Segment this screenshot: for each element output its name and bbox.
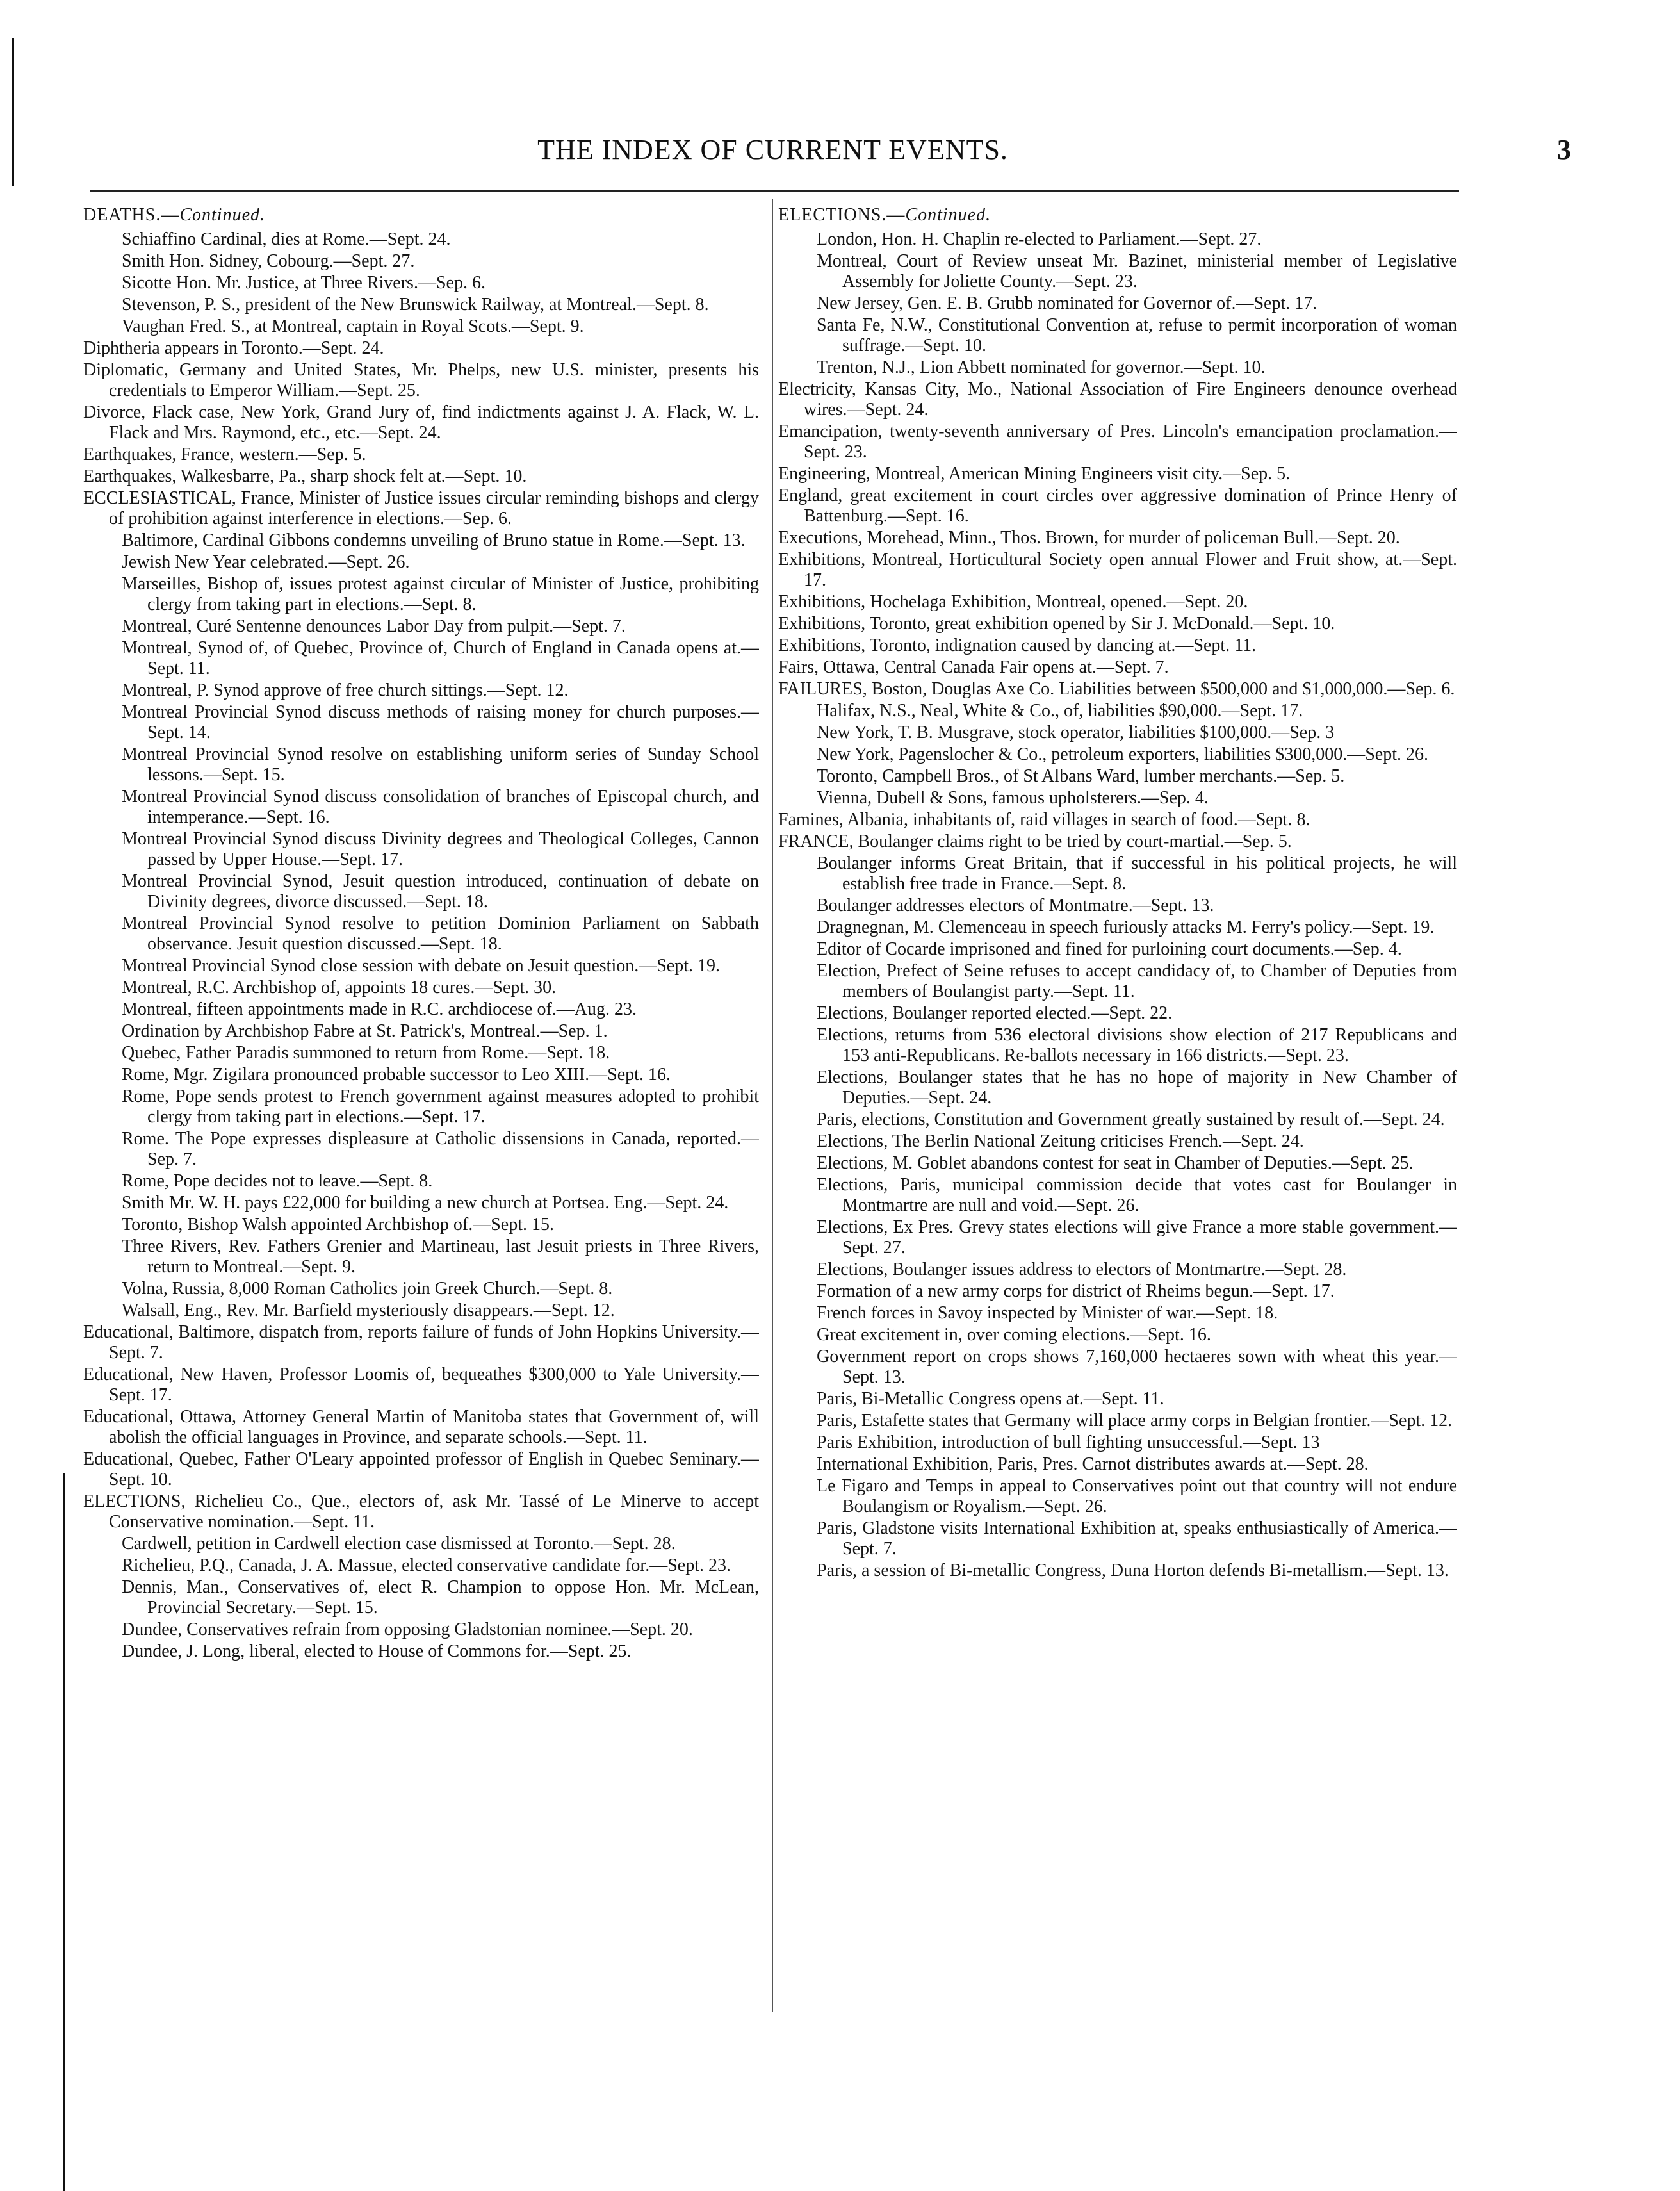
index-entry: Earthquakes, France, western.—Sep. 5. — [83, 445, 366, 464]
index-entry: Elections, Paris, municipal commission decide that votes cast for Boulanger in Montmartre are null and void.—Sept. 26. — [817, 1175, 1457, 1215]
index-entry: French forces in Savoy inspected by Minister of war.—Sept. 18. — [817, 1303, 1278, 1323]
header-rule — [90, 190, 1459, 192]
index-entry: Emancipation, twenty-seventh anniversary of Pres. Lincoln's emancipation proclamation.—Sept. 23. — [778, 422, 1457, 462]
index-entry: Engineering, Montreal, American Mining Engineers visit city.—Sep. 5. — [778, 464, 1291, 484]
index-entry: Three Rivers, Rev. Fathers Grenier and Martineau, last Jesuit priests in Three Rivers, return to Montreal.—Sept. 9. — [122, 1236, 759, 1277]
heading-label: ELECTIONS.— — [778, 205, 906, 225]
index-entry: Vaughan Fred. S., at Montreal, captain in Royal Scots.—Sept. 9. — [122, 316, 584, 336]
index-entry: Boulanger informs Great Britain, that if successful in his political projects, he will establish free trade in France.—Sept. 8. — [817, 853, 1457, 894]
index-entry: Great excitement in, over coming elections.—Sept. 16. — [817, 1325, 1211, 1345]
index-entry: Election, Prefect of Seine refuses to accept candidacy of, to Chamber of Deputies from members of Boulangist party.—Sept. 11. — [817, 961, 1457, 1001]
index-entry: Sicotte Hon. Mr. Justice, at Three Rivers.—Sep. 6. — [122, 273, 485, 293]
index-entry: Paris, Gladstone visits International Exhibition at, speaks enthusiastically of America.—Sept. 7. — [817, 1518, 1457, 1559]
index-entry: Paris, a session of Bi-metallic Congress, Duna Horton defends Bi-metallism.—Sept. 13. — [817, 1561, 1449, 1580]
index-entry: Dundee, Conservatives refrain from opposing Gladstonian nominee.—Sept. 20. — [122, 1620, 693, 1639]
index-entry: Divorce, Flack case, New York, Grand Jury of, find indictments against J. A. Flack, W. L. Flack and Mrs. Raymond, etc., etc.—Sept. 24. — [83, 402, 759, 443]
index-entry: Boulanger addresses electors of Montmatre.—Sept. 13. — [817, 896, 1214, 915]
index-entry: Toronto, Bishop Walsh appointed Archbishop of.—Sept. 15. — [122, 1215, 555, 1235]
index-entry: Ordination by Archbishop Fabre at St. Patrick's, Montreal.—Sep. 1. — [122, 1021, 608, 1041]
index-entry: Educational, Baltimore, dispatch from, reports failure of funds of John Hopkins University.—Sept. 7. — [83, 1322, 759, 1363]
index-entry: Government report on crops shows 7,160,000 hectaeres sown with wheat this year.—Sept. 13. — [817, 1347, 1457, 1387]
index-entry: Earthquakes, Walkesbarre, Pa., sharp shock felt at.—Sept. 10. — [83, 466, 527, 486]
index-entry: Jewish New Year celebrated.—Sept. 26. — [122, 552, 410, 572]
index-entry: Elections, Boulanger issues address to electors of Montmartre.—Sept. 28. — [817, 1260, 1347, 1279]
index-entry: Walsall, Eng., Rev. Mr. Barfield mysteriously disappears.—Sept. 12. — [122, 1301, 615, 1320]
continued-label: Continued. — [905, 205, 991, 225]
index-entry: Elections, M. Goblet abandons contest for seat in Chamber of Deputies.—Sept. 25. — [817, 1153, 1414, 1173]
index-entry: Elections, Ex Pres. Grevy states elections will give France a more stable government.—Sept. 27. — [817, 1217, 1457, 1258]
index-entry: Educational, Quebec, Father O'Leary appointed professor of English in Quebec Seminary.—Sept. 10. — [83, 1449, 759, 1489]
index-entry: Montreal, Synod of, of Quebec, Province of, Church of England in Canada opens at.—Sept. 11. — [122, 638, 759, 678]
index-entry: Montreal, R.C. Archbishop of, appoints 18 cures.—Sept. 30. — [122, 978, 557, 997]
index-entry: Rome, Pope sends protest to French government against measures adopted to prohibit clergy from taking part in elections.—Sept. 17. — [122, 1087, 759, 1127]
index-entry: ELECTIONS, Richelieu Co., Que., electors of, ask Mr. Tassé of Le Minerve to accept Conservative nomination.—Sept. 11. — [83, 1491, 759, 1532]
index-entry: Elections, Boulanger states that he has no hope of majority in New Chamber of Deputies.—Sept. 24. — [817, 1067, 1457, 1108]
index-entry: Exhibitions, Hochelaga Exhibition, Montreal, opened.—Sept. 20. — [778, 592, 1248, 612]
index-entry: Elections, returns from 536 electoral divisions show election of 217 Republicans and 153 anti-Republicans. Re-ballots necessary in 166 districts.—Sept. 23. — [817, 1025, 1457, 1065]
page-number: 3 — [1557, 134, 1571, 165]
index-entry: Montreal Provincial Synod discuss Divinity degrees and Theological Colleges, Cannon passed by Upper House.—Sept. 17. — [122, 829, 759, 869]
index-entry: New York, T. B. Musgrave, stock operator, liabilities $100,000.—Sep. 3 — [817, 723, 1335, 743]
entry-list — [83, 229, 759, 1662]
index-entry: Exhibitions, Toronto, great exhibition opened by Sir J. McDonald.—Sept. 10. — [778, 614, 1335, 634]
index-entry: Montreal Provincial Synod discuss consolidation of branches of Episcopal church, and intemperance.—Sept. 16. — [122, 787, 759, 827]
index-entry: Montreal, fifteen appointments made in R.C. archdiocese of.—Aug. 23. — [122, 999, 637, 1019]
index-entry: Baltimore, Cardinal Gibbons condemns unveiling of Bruno statue in Rome.—Sept. 13. — [122, 530, 746, 550]
index-entry: Santa Fe, N.W., Constitutional Convention at, refuse to permit incorporation of woman suffrage.—Sept. 10. — [817, 315, 1457, 356]
index-entry: Montreal Provincial Synod discuss methods of raising money for church purposes.—Sept. 14. — [122, 702, 759, 743]
continued-heading — [83, 205, 759, 226]
index-entry: Le Figaro and Temps in appeal to Conservatives point out that country will not endure Boulangism or Royalism.—Sept. 26. — [817, 1476, 1457, 1516]
index-entry: Trenton, N.J., Lion Abbett nominated for governor.—Sept. 10. — [817, 357, 1266, 377]
index-entry: Dundee, J. Long, liberal, elected to House of Commons for.—Sept. 25. — [122, 1641, 632, 1661]
index-entry: Formation of a new army corps for district of Rheims begun.—Sept. 17. — [817, 1281, 1335, 1301]
index-entry: Quebec, Father Paradis summoned to return from Rome.—Sept. 18. — [122, 1043, 610, 1063]
index-entry: Rome, Pope decides not to leave.—Sept. 8. — [122, 1171, 433, 1191]
index-entry: Volna, Russia, 8,000 Roman Catholics join Greek Church.—Sept. 8. — [122, 1279, 613, 1299]
index-entry: Vienna, Dubell & Sons, famous upholsterers.—Sep. 4. — [817, 788, 1209, 808]
heading-label: DEATHS.— — [83, 205, 180, 225]
index-entry: Halifax, N.S., Neal, White & Co., of, liabilities $90,000.—Sept. 17. — [817, 701, 1303, 721]
index-entry: Cardwell, petition in Cardwell election case dismissed at Toronto.—Sept. 28. — [122, 1534, 676, 1554]
page-header — [83, 133, 1571, 178]
binding-mark — [63, 1473, 65, 2191]
continued-label: Continued. — [179, 205, 266, 225]
index-entry: Fairs, Ottawa, Central Canada Fair opens at.—Sept. 7. — [778, 657, 1169, 677]
index-entry: Rome. The Pope expresses displeasure at Catholic dissensions in Canada, reported.—Sep. 7. — [122, 1129, 759, 1169]
index-entry: London, Hon. H. Chaplin re-elected to Parliament.—Sept. 27. — [817, 229, 1262, 249]
binding-mark — [12, 38, 14, 186]
index-entry: Dennis, Man., Conservatives of, elect R. Champion to oppose Hon. Mr. McLean, Provincial Secretary.—Sept. 15. — [122, 1577, 759, 1618]
index-entry: Montreal, P. Synod approve of free church sittings.—Sept. 12. — [122, 680, 569, 700]
index-entry: Smith Hon. Sidney, Cobourg.—Sept. 27. — [122, 251, 415, 271]
index-entry: Montreal Provincial Synod resolve on establishing uniform series of Sunday School lessons.—Sept. 15. — [122, 744, 759, 785]
index-entry: Diphtheria appears in Toronto.—Sept. 24. — [83, 338, 384, 358]
entry-list — [778, 229, 1457, 1581]
index-entry: Stevenson, P. S., president of the New Brunswick Railway, at Montreal.—Sept. 8. — [122, 295, 709, 315]
index-entry: Paris, Bi-Metallic Congress opens at.—Sept. 11. — [817, 1389, 1164, 1409]
index-entry: Famines, Albania, inhabitants of, raid villages in search of food.—Sept. 8. — [778, 810, 1310, 830]
index-entry: Electricity, Kansas City, Mo., National Association of Fire Engineers denounce overhead wires.—Sept. 24. — [778, 379, 1457, 420]
page-title: THE INDEX OF CURRENT EVENTS. — [537, 134, 1008, 165]
index-entry: Editor of Cocarde imprisoned and fined for purloining court documents.—Sep. 4. — [817, 939, 1402, 959]
index-entry: Executions, Morehead, Minn., Thos. Brown, for murder of policeman Bull.—Sept. 20. — [778, 528, 1400, 548]
left-column — [83, 205, 759, 2037]
index-entry: Paris, elections, Constitution and Government greatly sustained by result of.—Sept. 24. — [817, 1110, 1445, 1129]
index-entry: Elections, Boulanger reported elected.—Sept. 22. — [817, 1003, 1173, 1023]
index-entry: Montreal Provincial Synod close session with debate on Jesuit question.—Sept. 19. — [122, 956, 721, 976]
index-entry: Montreal, Court of Review unseat Mr. Bazinet, ministerial member of Legislative Assembly for Joliette County.—Sept. 23. — [817, 251, 1457, 291]
right-column — [778, 205, 1457, 2037]
index-entry: FAILURES, Boston, Douglas Axe Co. Liabilities between $500,000 and $1,000,000.—Sep. 6. — [778, 679, 1455, 699]
index-entry: Educational, Ottawa, Attorney General Martin of Manitoba states that Government of, will abolish the official languages in Province, and separate schools.—Sept. 11. — [83, 1407, 759, 1447]
index-entry: Schiaffino Cardinal, dies at Rome.—Sept. 24. — [122, 229, 451, 249]
continued-heading — [778, 205, 1457, 226]
index-entry: Exhibitions, Toronto, indignation caused by dancing at.—Sept. 11. — [778, 636, 1257, 655]
index-entry: Smith Mr. W. H. pays £22,000 for building a new church at Portsea. Eng.—Sept. 24. — [122, 1193, 729, 1213]
index-entry: Richelieu, P.Q., Canada, J. A. Massue, elected conservative candidate for.—Sept. 23. — [122, 1555, 731, 1575]
index-entry: Paris, Estafette states that Germany will place army corps in Belgian frontier.—Sept. 12. — [817, 1411, 1453, 1431]
index-entry: New York, Pagenslocher & Co., petroleum exporters, liabilities $300,000.—Sept. 26. — [817, 744, 1428, 764]
index-entry: Montreal Provincial Synod resolve to petition Dominion Parliament on Sabbath observance. Jesuit question discussed.—Sept. 18. — [122, 914, 759, 954]
index-entry: Dragnegnan, M. Clemenceau in speech furiously attacks M. Ferry's policy.—Sept. 19. — [817, 917, 1435, 937]
index-entry: Toronto, Campbell Bros., of St Albans Ward, lumber merchants.—Sep. 5. — [817, 766, 1345, 786]
index-entry: Educational, New Haven, Professor Loomis of, bequeathes $300,000 to Yale University.—Sept. 17. — [83, 1365, 759, 1405]
index-entry: Diplomatic, Germany and United States, Mr. Phelps, new U.S. minister, presents his credentials to Emperor William.—Sept. 25. — [83, 360, 759, 400]
index-entry: England, great excitement in court circles over aggressive domination of Prince Henry of Battenburg.—Sept. 16. — [778, 486, 1457, 526]
index-entry: Marseilles, Bishop of, issues protest against circular of Minister of Justice, prohibiting clergy from taking part in elections.—Sept. 8. — [122, 574, 759, 614]
index-entry: Exhibitions, Montreal, Horticultural Society open annual Flower and Fruit show, at.—Sept. 17. — [778, 550, 1457, 590]
index-entry: Montreal, Curé Sentenne denounces Labor Day from pulpit.—Sept. 7. — [122, 616, 626, 636]
index-entry: Rome, Mgr. Zigilara pronounced probable successor to Leo XIII.—Sept. 16. — [122, 1065, 671, 1085]
index-entry: Montreal Provincial Synod, Jesuit question introduced, continuation of debate on Divinity degrees, divorce discussed.—Sept. 18. — [122, 871, 759, 912]
index-entry: International Exhibition, Paris, Pres. Carnot distributes awards at.—Sept. 28. — [817, 1454, 1369, 1474]
index-entry: Paris Exhibition, introduction of bull fighting unsuccessful.—Sept. 13 — [817, 1432, 1320, 1452]
index-entry: FRANCE, Boulanger claims right to be tried by court-martial.—Sep. 5. — [778, 832, 1292, 851]
index-entry: New Jersey, Gen. E. B. Grubb nominated for Governor of.—Sept. 17. — [817, 293, 1317, 313]
index-entry: Elections, The Berlin National Zeitung criticises French.—Sept. 24. — [817, 1131, 1304, 1151]
column-divider — [772, 199, 773, 2012]
index-entry: ECCLESIASTICAL, France, Minister of Justice issues circular reminding bishops and clergy of prohibition against interference in elections.—Sep. 6. — [83, 488, 759, 529]
